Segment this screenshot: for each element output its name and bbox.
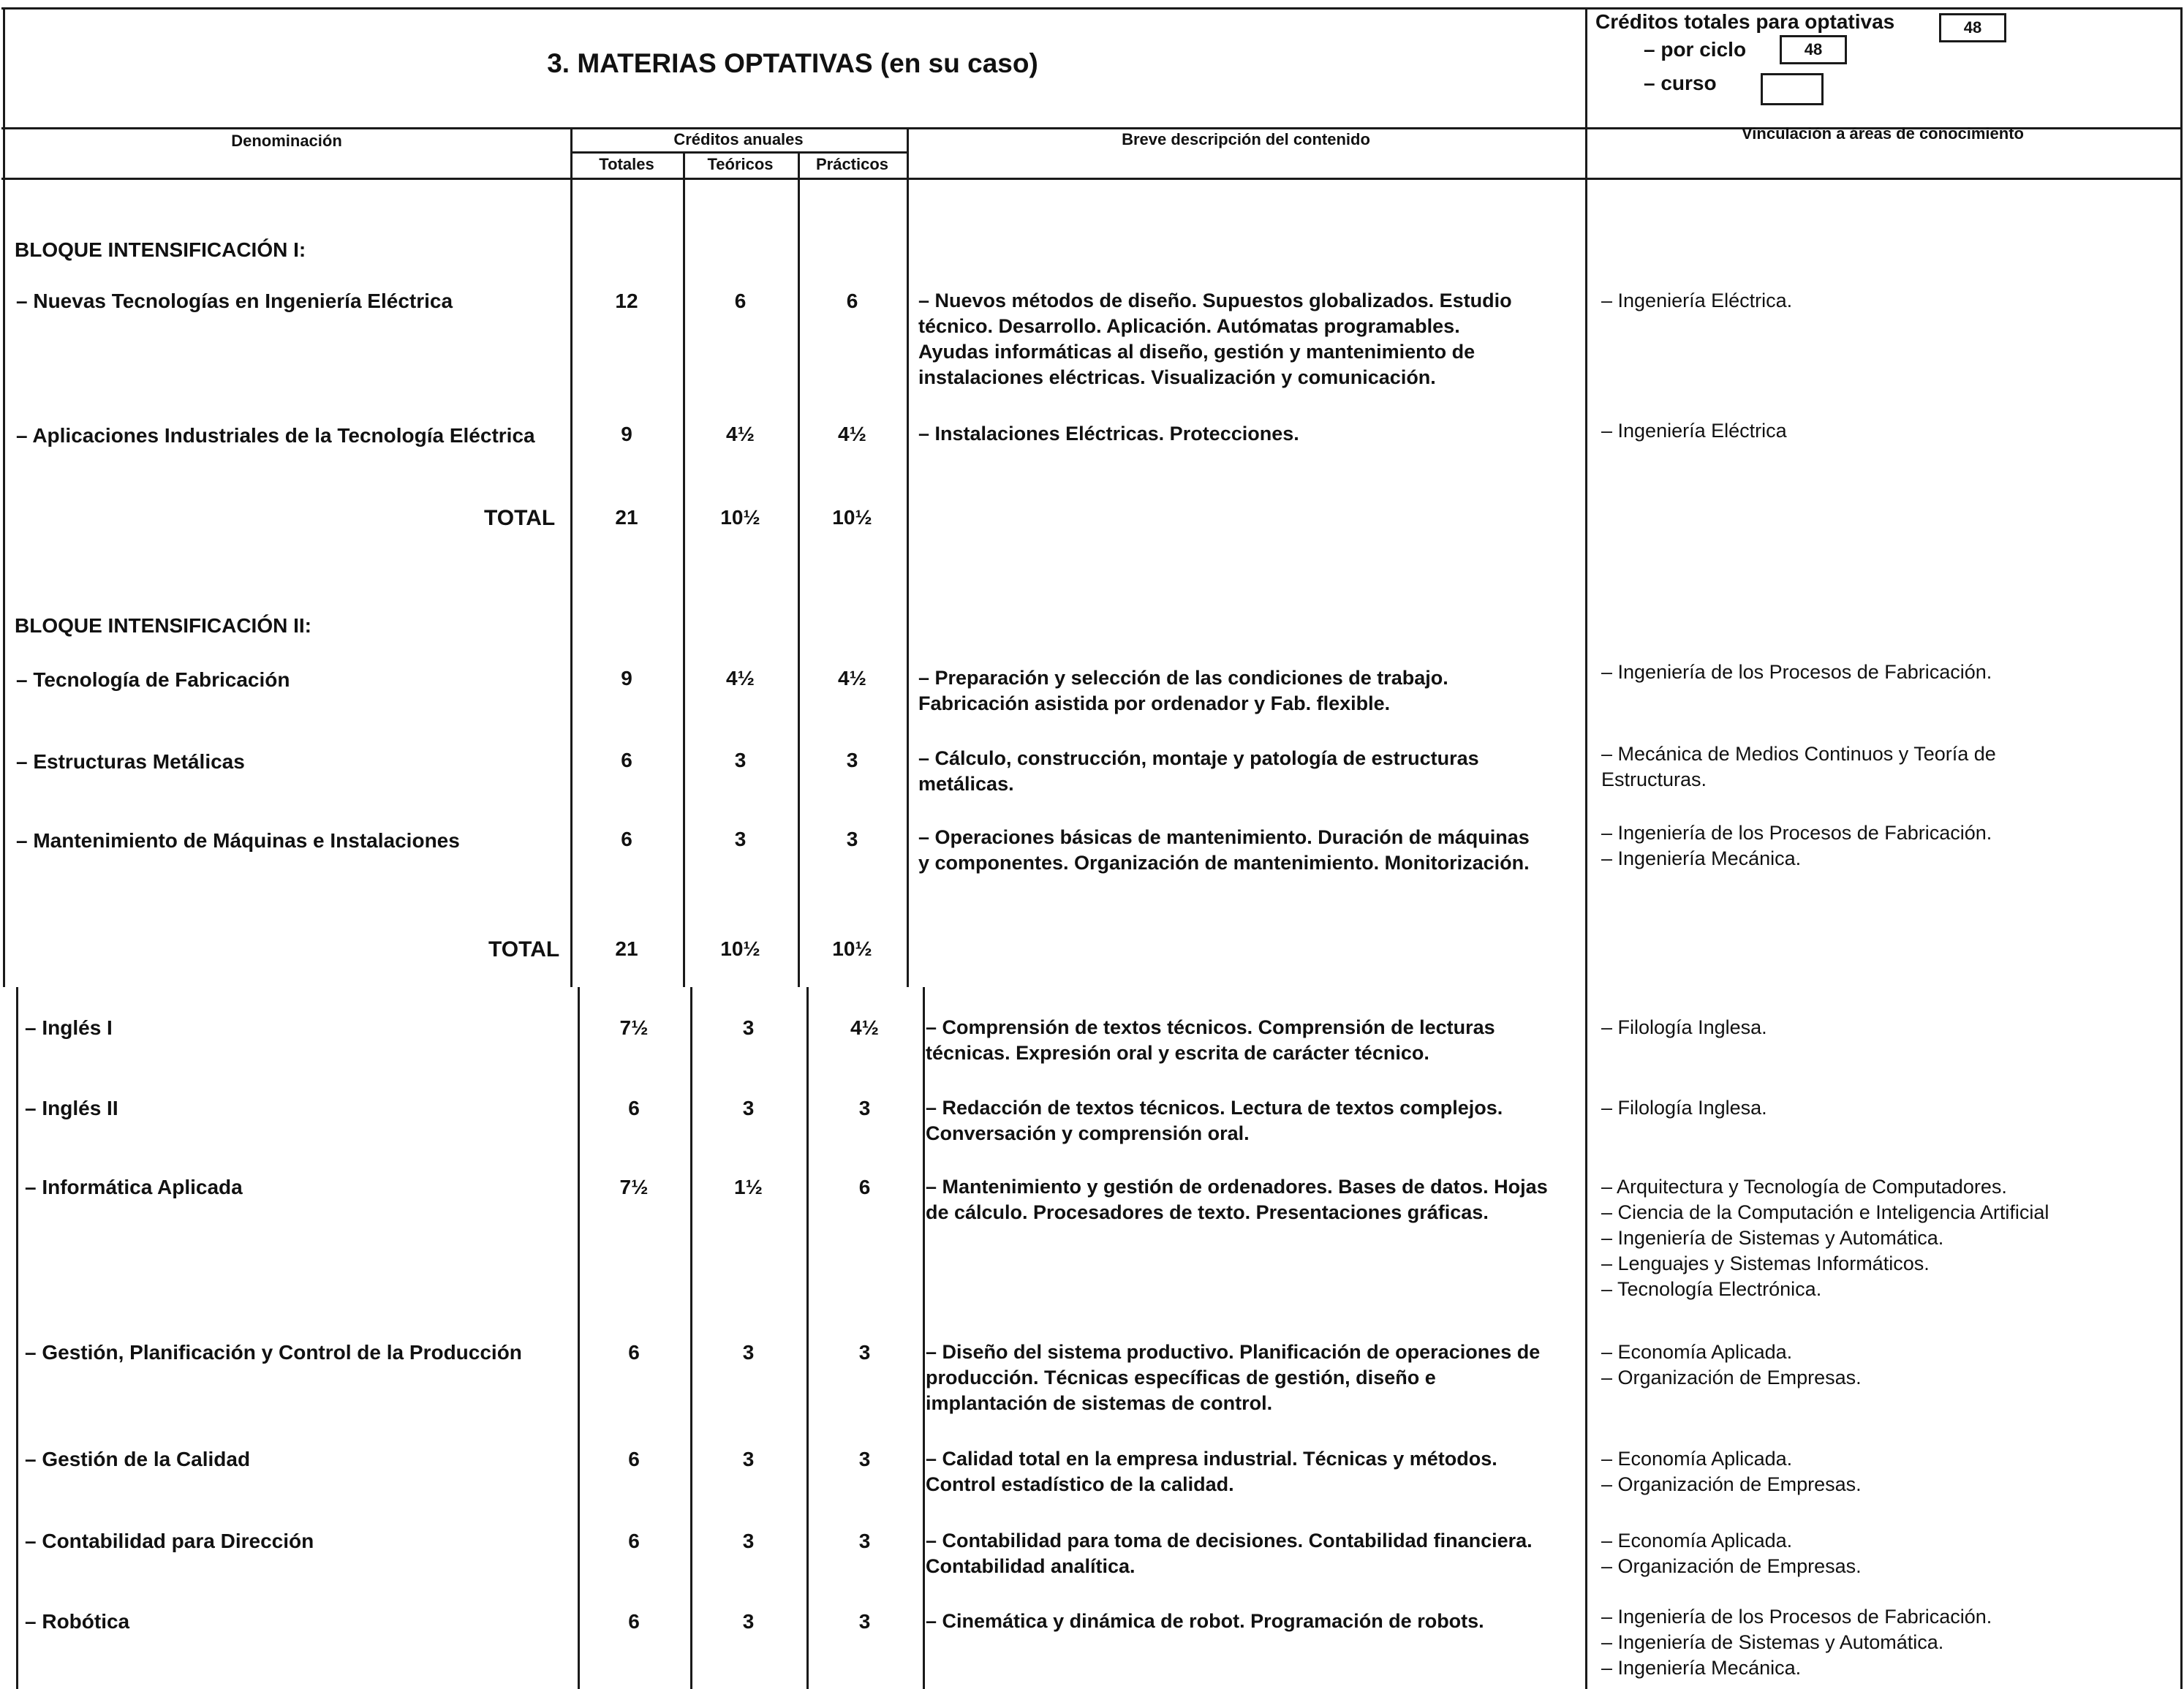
total-label: TOTAL (488, 937, 560, 961)
row-description: – Diseño del sistema productivo. Planificación de operaciones de producción. Técnicas específicas de gestión, diseño e implantación de sistemas de control. (926, 1341, 1541, 1414)
col-header-descripcion: Breve descripción del contenido (1122, 130, 1370, 148)
row-totales: 6 (628, 1610, 640, 1633)
row-name: – Gestión de la Calidad (25, 1448, 251, 1470)
row-practicos: 6 (858, 1176, 871, 1198)
header-credits-divider (1585, 7, 1587, 127)
row-area: – Filología Inglesa. (1601, 1016, 1767, 1038)
row-description: – Operaciones básicas de mantenimiento. Duración de máquinas y componentes. Organización de mantenimiento. Monitorización. (918, 826, 1530, 874)
total-teoricos: 10½ (720, 506, 760, 529)
row-totales: 6 (628, 1097, 640, 1119)
row-teoricos: 3 (742, 1097, 755, 1119)
block-title: BLOQUE INTENSIFICACIÓN I: (15, 238, 306, 261)
row-description: – Redacción de textos técnicos. Lectura de textos complejos. Conversación y comprensión oral. (926, 1097, 1503, 1144)
row-practicos: 3 (858, 1448, 871, 1470)
row-teoricos: 3 (734, 828, 747, 850)
col-divider-teoricos-lower (806, 987, 809, 1689)
row-area: – Economía Aplicada. – Organización de Empresas. (1601, 1530, 1862, 1577)
left-border (3, 7, 5, 987)
row-practicos: 4½ (838, 667, 866, 689)
row-area: – Filología Inglesa. (1601, 1097, 1767, 1119)
credits-total-label: Créditos totales para optativas (1595, 10, 1895, 33)
col-divider-totales-lower (690, 987, 692, 1689)
row-name: – Robótica (25, 1610, 130, 1633)
row-practicos: 4½ (838, 423, 866, 445)
col-header-totales: Totales (599, 155, 654, 173)
row-name: – Tecnología de Fabricación (16, 668, 290, 691)
col-divider-practicos-lower (923, 987, 925, 1689)
page-title: 3. MATERIAS OPTATIVAS (en su caso) (547, 48, 1038, 78)
row-description: – Calidad total en la empresa industrial. Técnicas y métodos. Control estadístico de la calidad. (926, 1448, 1497, 1495)
total-totales: 21 (615, 937, 638, 960)
row-totales: 6 (628, 1341, 640, 1364)
row-teoricos: 4½ (726, 667, 755, 689)
row-totales: 6 (628, 1530, 640, 1552)
course-box (1761, 73, 1824, 105)
row-name: – Contabilidad para Dirección (25, 1530, 314, 1552)
total-totales: 21 (615, 506, 638, 529)
row-area: – Economía Aplicada. – Organización de Empresas. (1601, 1341, 1862, 1388)
row-teoricos: 3 (742, 1448, 755, 1470)
row-description: – Contabilidad para toma de decisiones. Contabilidad financiera. Contabilidad analítica. (926, 1530, 1533, 1577)
col-divider-denominacion-lower (578, 987, 580, 1689)
right-border (2180, 7, 2183, 1689)
col-divider-descripcion (1585, 127, 1587, 1689)
row-name: – Nuevas Tecnologías en Ingeniería Eléctrica (16, 290, 453, 312)
column-header-bottom-border (1, 178, 2183, 180)
row-description: – Cálculo, construcción, montaje y patología de estructuras metálicas. (918, 747, 1479, 795)
col-divider-totales (683, 151, 685, 987)
row-name: – Estructuras Metálicas (16, 750, 245, 773)
row-practicos: 3 (858, 1341, 871, 1364)
row-area: – Ingeniería de los Procesos de Fabricación. – Ingeniería de Sistemas y Automática. – Ingeniería Mecánica. (1601, 1606, 1992, 1679)
row-practicos: 3 (858, 1530, 871, 1552)
col-header-denominacion: Denominación (231, 132, 342, 150)
row-area: – Ingeniería Eléctrica. (1601, 290, 1793, 311)
row-totales: 6 (628, 1448, 640, 1470)
column-header-divider (570, 151, 908, 154)
block-title: BLOQUE INTENSIFICACIÓN II: (15, 614, 311, 637)
per-cycle-box: 48 (1780, 35, 1847, 64)
row-totales: 9 (621, 423, 632, 445)
row-teoricos: 3 (742, 1610, 755, 1633)
row-area: – Mecánica de Medios Continuos y Teoría de Estructuras. (1601, 743, 1996, 790)
row-description: – Cinemática y dinámica de robot. Programación de robots. (926, 1610, 1484, 1632)
col-divider-practicos (907, 127, 909, 987)
row-totales: 12 (615, 290, 638, 312)
row-description: – Nuevos métodos de diseño. Supuestos globalizados. Estudio técnico. Desarrollo. Aplicación. Autómatas programables. Ayudas informáticas al diseño, gestión y mantenimiento de instalaciones eléctricas. Visualización y comunicación. (918, 290, 1512, 388)
col-divider-teoricos (798, 151, 800, 987)
row-name: – Gestión, Planificación y Control de la Producción (25, 1341, 522, 1364)
col-header-teoricos: Teóricos (707, 155, 774, 173)
row-description: – Instalaciones Eléctricas. Protecciones. (918, 423, 1299, 445)
row-name: – Inglés II (25, 1097, 118, 1119)
col-divider-denominacion (570, 127, 573, 987)
total-label: TOTAL (484, 506, 556, 530)
row-practicos: 6 (846, 290, 858, 312)
row-teoricos: 4½ (726, 423, 755, 445)
col-header-vinculacion: Vinculación a áreas de conocimiento (1742, 124, 2024, 143)
row-totales: 6 (621, 828, 632, 850)
total-teoricos: 10½ (720, 937, 760, 960)
row-teoricos: 3 (742, 1341, 755, 1364)
row-totales: 7½ (619, 1016, 649, 1039)
row-teoricos: 1½ (734, 1176, 763, 1198)
row-name: – Aplicaciones Industriales de la Tecnología Eléctrica (16, 424, 535, 447)
row-name: – Inglés I (25, 1016, 113, 1039)
row-totales: 7½ (619, 1176, 649, 1198)
row-description: – Mantenimiento y gestión de ordenadores. Bases de datos. Hojas de cálculo. Procesadores de texto. Presentaciones gráficas. (926, 1176, 1548, 1223)
row-teoricos: 3 (734, 749, 747, 771)
course-label: – curso (1644, 72, 1717, 94)
col-header-creditos-anuales: Créditos anuales (673, 130, 804, 148)
row-area: – Ingeniería de los Procesos de Fabricación. – Ingeniería Mecánica. (1601, 822, 1992, 869)
row-name: – Informática Aplicada (25, 1176, 243, 1198)
row-practicos: 4½ (850, 1016, 879, 1039)
row-teoricos: 6 (734, 290, 747, 312)
row-description: – Preparación y selección de las condiciones de trabajo. Fabricación asistida por ordenador y Fab. flexible. (918, 667, 1448, 714)
top-border (1, 7, 2183, 10)
col-header-practicos: Prácticos (815, 155, 889, 173)
total-practicos: 10½ (832, 506, 872, 529)
left-border-lower (16, 987, 18, 1689)
total-practicos: 10½ (832, 937, 872, 960)
row-name: – Mantenimiento de Máquinas e Instalaciones (16, 829, 460, 852)
row-totales: 6 (621, 749, 632, 771)
row-practicos: 3 (858, 1610, 871, 1633)
row-practicos: 3 (846, 828, 858, 850)
per-cycle-label: – por ciclo (1644, 38, 1747, 61)
row-practicos: 3 (858, 1097, 871, 1119)
row-description: – Comprensión de textos técnicos. Comprensión de lecturas técnicas. Expresión oral y escrita de carácter técnico. (926, 1016, 1495, 1064)
credits-total-box: 48 (1939, 13, 2006, 42)
row-practicos: 3 (846, 749, 858, 771)
row-area: – Ingeniería Eléctrica (1601, 420, 1787, 442)
row-area: – Economía Aplicada. – Organización de Empresas. (1601, 1448, 1862, 1495)
row-teoricos: 3 (742, 1016, 755, 1039)
row-totales: 9 (621, 667, 632, 689)
row-teoricos: 3 (742, 1530, 755, 1552)
row-area: – Arquitectura y Tecnología de Computadores. – Ciencia de la Computación e Inteligencia Artificial – Ingeniería de Sistemas y Automática. – Lenguajes y Sistemas Informáticos. – Tecnología Electrónica. (1601, 1176, 2049, 1300)
row-area: – Ingeniería de los Procesos de Fabricación. (1601, 661, 1992, 683)
